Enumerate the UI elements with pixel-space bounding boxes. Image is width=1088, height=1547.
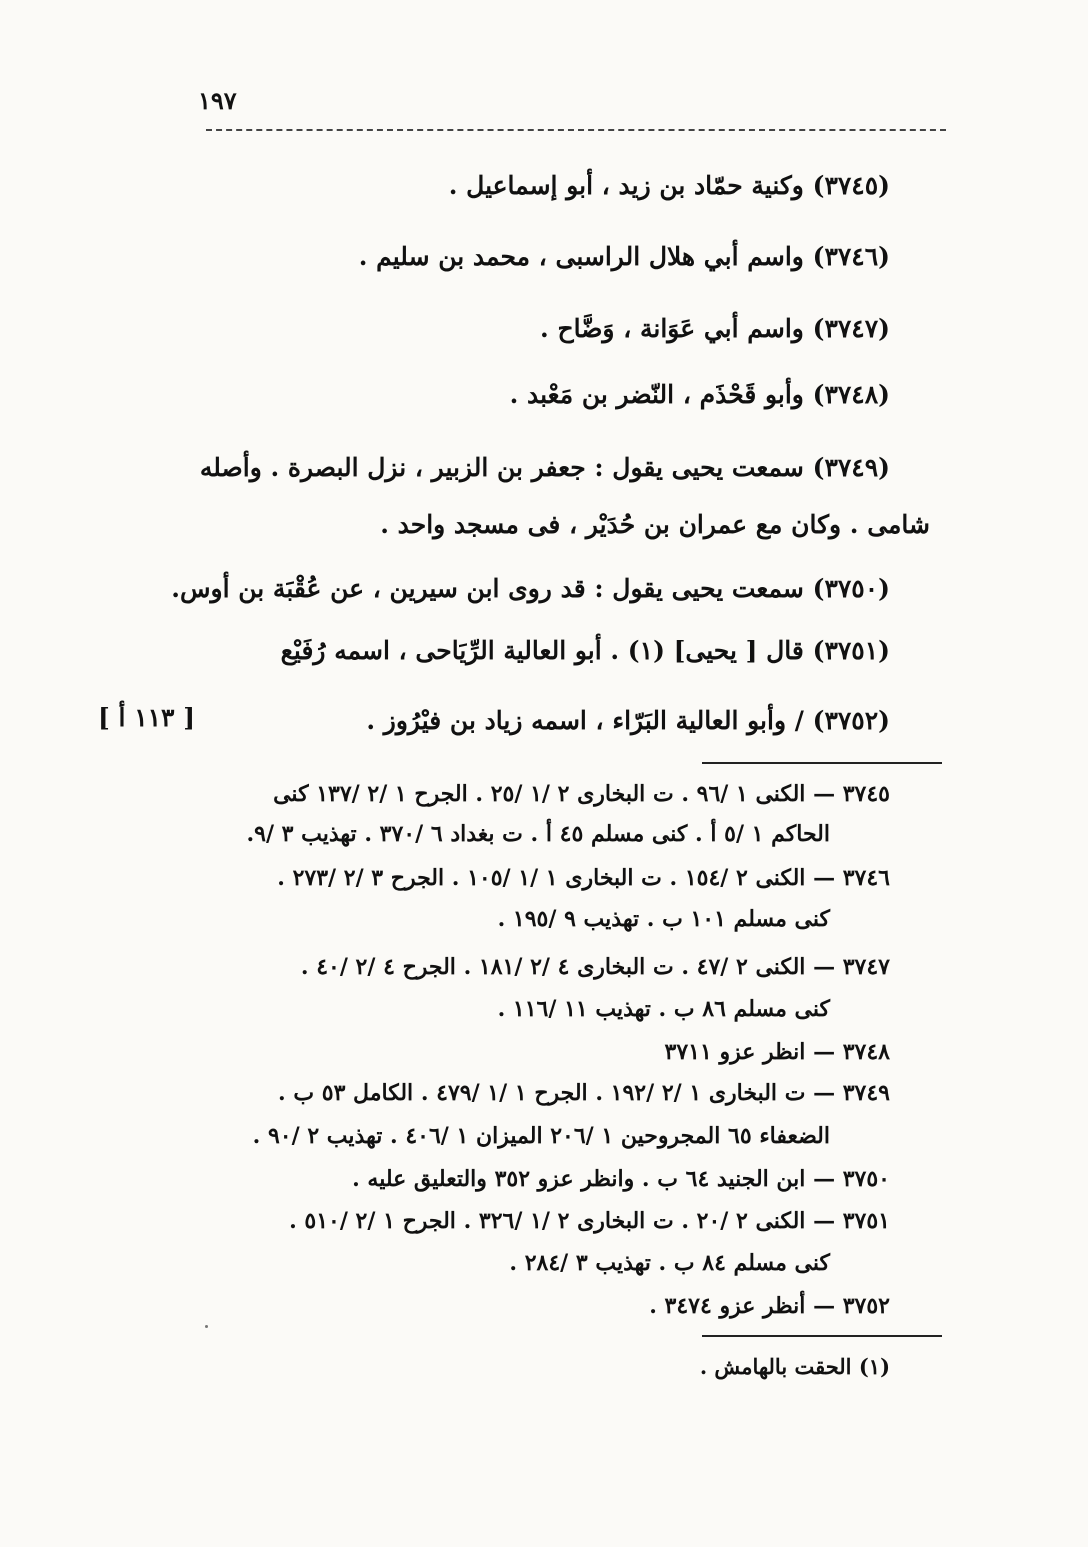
page-number: ١٩٧ [198, 86, 237, 115]
note-line: ٣٧٤٥ — الكنى ١ /٩٦ . ت البخارى ٢ /١ /٢٥ . الجرح ١ /٢ /١٣٧ كنى [273, 781, 890, 807]
entry-3748 [510, 377, 890, 413]
entry-3749 [200, 450, 890, 486]
note-line: ٣٧٥١ — الكنى ٢ /٢٠ . ت البخارى ٢ /١ /٣٢٦ . الجرح ١ /٢ /٥١٠ . [289, 1208, 890, 1234]
note-line: كنى مسلم ٨٤ ب . تهذيب ٣ /٢٨٤ . [509, 1250, 830, 1276]
note-line: الضعفاء ٦٥ المجروحين ١ /٢٠٦ الميزان ١ /٤٠٦ . تهذيب ٢ /٩٠ . [252, 1123, 830, 1149]
note-line: الحاكم ١ /٥ أ . كنى مسلم ٤٥ أ . ت بغداد ٦ /٣٧٠ . تهذيب ٣ /٩. [246, 821, 830, 847]
entry-3746 [359, 239, 890, 275]
entry-number: (٣٧٤٥) [812, 171, 890, 200]
scan-speck [205, 1325, 208, 1328]
entry-3750 [171, 571, 890, 607]
entry-text: قال [ يحيى] (١) . أبو العالية الرِّيَاحى ، اسمه رُفَيْع [280, 636, 804, 665]
entry-3752 [366, 703, 890, 739]
entry-text: سمعت يحيى يقول : قد روى ابن سيرين ، عن عُقْبَة بن أوس. [171, 574, 804, 603]
note-line: ٣٧٥٠ — ابن الجنيد ٦٤ ب . وانظر عزو ٣٥٢ والتعليق عليه . [352, 1166, 890, 1192]
notes-separator [702, 762, 942, 764]
entry-number: (٣٧٥١) [812, 636, 890, 665]
note-line: ٣٧٤٧ — الكنى ٢ /٤٧ . ت البخارى ٤ /٢ /١٨١ . الجرح ٤ /٢ /٤٠ . [300, 954, 890, 980]
header-rule [206, 129, 946, 131]
entry-3751 [281, 633, 890, 669]
note-line: ٣٧٤٨ — انظر عزو ٣٧١١ [664, 1039, 890, 1065]
note-line: ٣٧٥٢ — أنظر عزو ٣٤٧٤ . [649, 1293, 890, 1319]
entry-number: (٣٧٤٧) [812, 314, 890, 343]
note-line: ٣٧٤٩ — ت البخارى ١ /٢ /١٩٢ . الجرح ١ /١ /٤٧٩ . الكامل ٥٣ ب . [278, 1080, 890, 1106]
entry-text: / وأبو العالية البَرّاء ، اسمه زياد بن فيْرُوز . [366, 706, 804, 735]
entry-number: (٣٧٤٦) [812, 242, 890, 271]
entry-3745 [449, 168, 890, 204]
entry-text: وأبو قَحْذَم ، النّضر بن مَعْبد . [509, 380, 804, 409]
entry-number: (٣٧٤٨) [812, 380, 890, 409]
entry-number: (٣٧٤٩) [812, 453, 890, 482]
entry-text: واسم أبي هلال الراسبى ، محمد بن سليم . [358, 242, 804, 271]
footnote-separator [702, 1335, 942, 1337]
entry-text: واسم أبي عَوَانة ، وَضَّاح . [540, 314, 804, 343]
entry-3749-continuation: شامى . وكان مع عمران بن حُدَيْر ، فى مسجد واحد . [380, 510, 930, 539]
entry-number: (٣٧٥٢) [812, 706, 890, 735]
entry-number: (٣٧٥٠) [812, 574, 890, 603]
folio-marker: [ ١١٣ أ ] [98, 703, 196, 732]
entry-text: وكنية حمّاد بن زيد ، أبو إسماعيل . [448, 171, 804, 200]
footnote: (١) الحقت بالهامش . [699, 1354, 890, 1379]
entry-text: سمعت يحيى يقول : جعفر بن الزبير ، نزل البصرة . وأصله [199, 453, 804, 482]
note-line: ٣٧٤٦ — الكنى ٢ /١٥٤ . ت البخارى ١ /١ /١٠٥ . الجرح ٣ /٢ /٢٧٣ . [277, 865, 890, 891]
entry-3747 [540, 311, 890, 347]
note-line: كنى مسلم ٨٦ ب . تهذيب ١١ /١١٦ . [497, 996, 830, 1022]
note-line: كنى مسلم ١٠١ ب . تهذيب ٩ /١٩٥ . [497, 906, 830, 932]
